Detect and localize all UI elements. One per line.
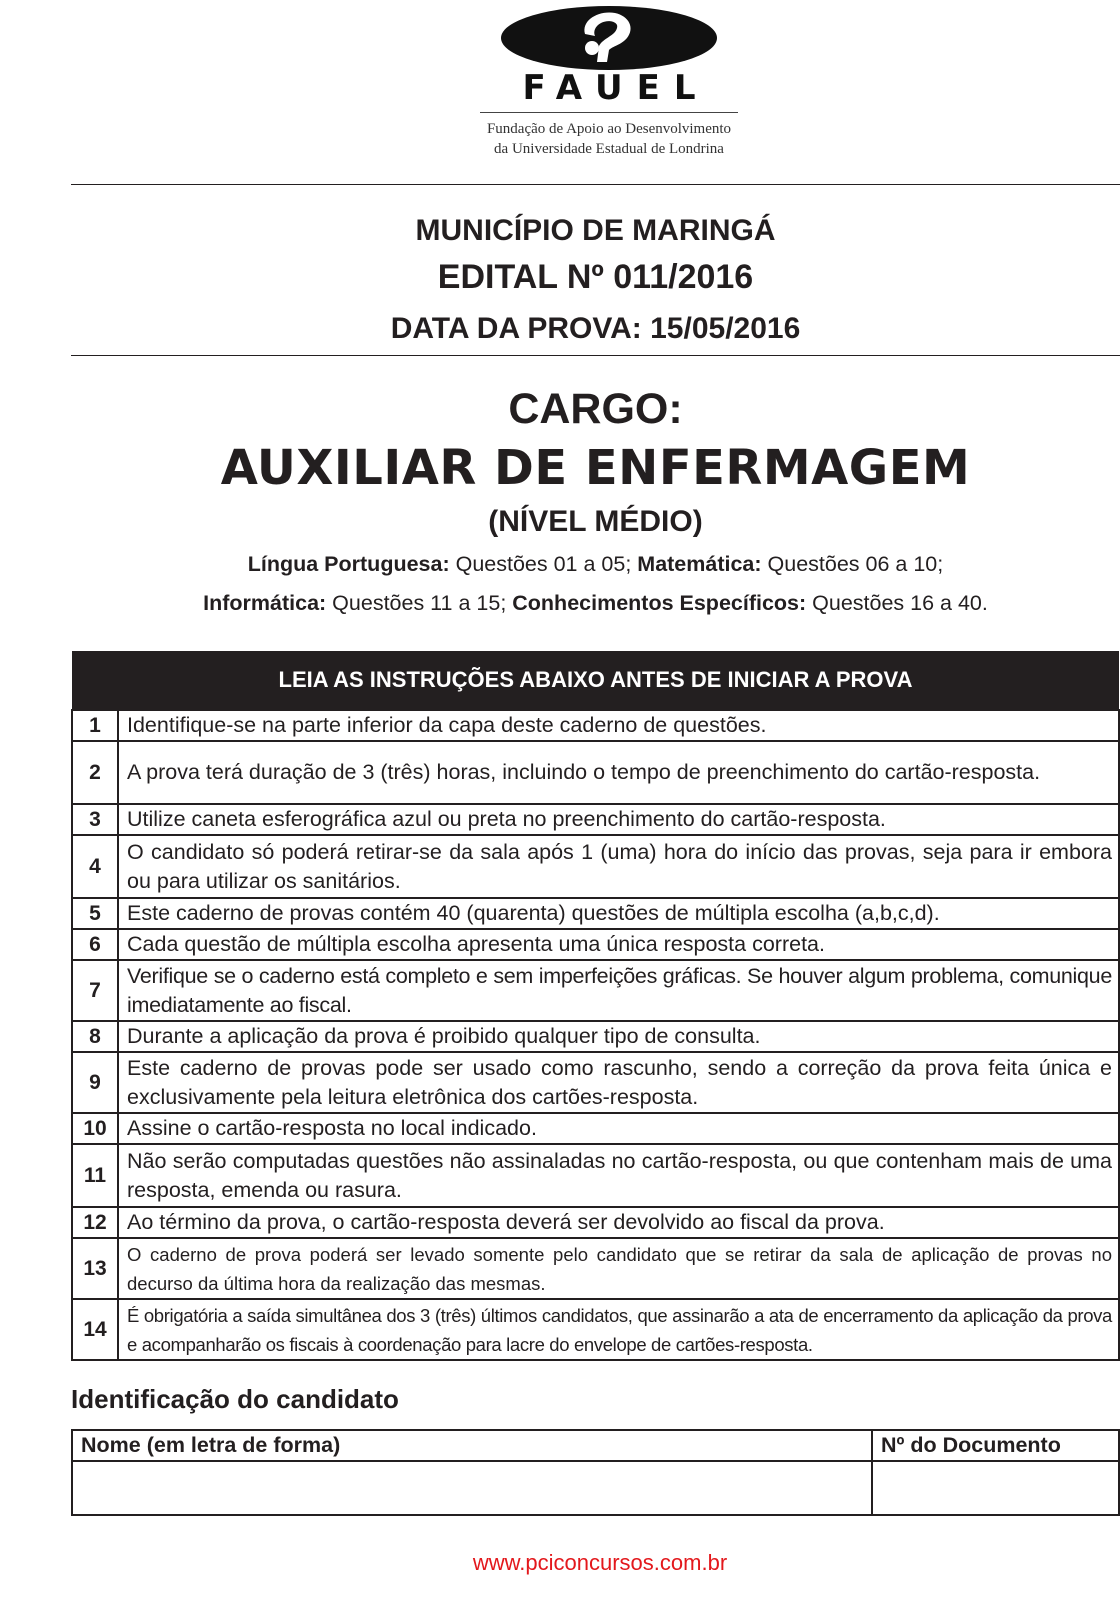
instruction-text: Verifique se o caderno está completo e sem imperfeições gráficas. Se houver algum problema, comunique imediatamente ao fiscal. (118, 960, 1119, 1021)
municipio-title: MUNICÍPIO DE MARINGÁ (415, 214, 776, 247)
logo-divider (480, 112, 738, 113)
subject-label: Conhecimentos Específicos: (512, 591, 807, 615)
table-row (72, 960, 1119, 1021)
instruction-number: 5 (72, 898, 118, 929)
table-row (72, 1021, 1119, 1052)
instruction-number: 8 (72, 1021, 118, 1052)
instructions-header: LEIA AS INSTRUÇÕES ABAIXO ANTES DE INICIAR A PROVA (72, 651, 1119, 710)
table-row (72, 741, 1119, 804)
instruction-text: Cada questão de múltipla escolha apresenta uma única resposta correta. (118, 929, 1119, 960)
instruction-number: 7 (72, 960, 118, 1021)
table-row (72, 929, 1119, 960)
instruction-text: A prova terá duração de 3 (três) horas, incluindo o tempo de preenchimento do cartão-resposta. (118, 741, 1119, 804)
table-row (72, 1238, 1119, 1299)
subject-range: Questões 06 a 10; (761, 552, 944, 576)
instruction-number: 3 (72, 804, 118, 835)
instruction-number: 2 (72, 741, 118, 804)
table-row (72, 1207, 1119, 1238)
instruction-number: 14 (72, 1299, 118, 1360)
document-column-header: Nº do Documento (872, 1430, 1119, 1461)
instruction-number: 12 (72, 1207, 118, 1238)
instruction-number: 1 (72, 710, 118, 741)
instruction-number: 4 (72, 835, 118, 898)
subject-range: Questões 01 a 05; (449, 552, 638, 576)
instruction-number: 13 (72, 1238, 118, 1299)
table-row (72, 710, 1119, 741)
fauel-logo (470, 4, 748, 174)
table-row (72, 835, 1119, 898)
subject-label: Matemática: (637, 552, 762, 576)
logo-subtitle-1: Fundação de Apoio ao Desenvolvimento (486, 121, 732, 137)
subjects-distribution (71, 545, 1120, 623)
instruction-text: O candidato só poderá retirar-se da sala após 1 (uma) hora do início das provas, seja para ir embora ou para utilizar os sanitários. (118, 835, 1119, 898)
instruction-text: Identifique-se na parte inferior da capa deste caderno de questões. (118, 710, 1119, 741)
subject-range: Questões 11 a 15; (326, 591, 513, 615)
instruction-text: Não serão computadas questões não assinaladas no cartão-resposta, ou que contenham mais de uma resposta, emenda ou rasura. (118, 1144, 1119, 1207)
cargo-name: AUXILIAR DE ENFERMAGEM (220, 440, 971, 496)
subject-label: Informática: (203, 591, 327, 615)
instruction-text: Este caderno de provas contém 40 (quarenta) questões de múltipla escolha (a,b,c,d). (118, 898, 1119, 929)
instruction-text: Este caderno de provas pode ser usado como rascunho, sendo a correção da prova feita única e exclusivamente pela leitura eletrônica dos cartões-resposta. (118, 1052, 1119, 1113)
table-row (72, 1299, 1119, 1360)
instruction-text: Ao término da prova, o cartão-resposta deverá ser devolvido ao fiscal da prova. (118, 1207, 1119, 1238)
subject-label: Língua Portuguesa: (247, 552, 450, 576)
table-row (72, 1430, 1119, 1461)
logo-subtitle-2: da Universidade Estadual de Londrina (494, 141, 724, 157)
instruction-text: Utilize caneta esferográfica azul ou preta no preenchimento do cartão-resposta. (118, 804, 1119, 835)
exam-date: DATA DA PROVA: 15/05/2016 (390, 312, 801, 345)
divider-top (71, 184, 1120, 185)
document-field[interactable] (872, 1461, 1119, 1515)
instruction-number: 6 (72, 929, 118, 960)
instruction-text: Durante a aplicação da prova é proibido qualquer tipo de consulta. (118, 1021, 1119, 1052)
divider-middle (71, 355, 1120, 356)
subjects-line-1 (71, 545, 1120, 584)
cargo-label: CARGO: (508, 385, 683, 433)
fauel-emblem-icon (489, 4, 729, 72)
identification-title: Identificação do candidato (71, 1384, 399, 1414)
subject-range: Questões 16 a 40. (806, 591, 988, 615)
cargo-level: (NÍVEL MÉDIO) (488, 505, 703, 538)
instruction-text: Assine o cartão-resposta no local indicado. (118, 1113, 1119, 1144)
logo-brand: FAUEL (522, 68, 710, 108)
identification-table (71, 1429, 1120, 1516)
name-column-header: Nome (em letra de forma) (72, 1430, 872, 1461)
table-row (72, 1461, 1119, 1515)
footer-link[interactable]: www.pciconcursos.com.br (472, 1550, 728, 1575)
table-row (72, 1052, 1119, 1113)
instruction-number: 9 (72, 1052, 118, 1113)
table-row (72, 804, 1119, 835)
table-row (72, 1113, 1119, 1144)
edital-title: EDITAL Nº 011/2016 (437, 258, 754, 296)
table-row (72, 898, 1119, 929)
subjects-line-2 (71, 584, 1120, 623)
instruction-text: É obrigatória a saída simultânea dos 3 (três) últimos candidatos, que assinarão a ata de encerramento da aplicação da prova e acompanharão os fiscais à coordenação para lacre do envelope de cartões-resposta. (118, 1299, 1119, 1360)
instruction-number: 10 (72, 1113, 118, 1144)
instruction-text: O caderno de prova poderá ser levado somente pelo candidato que se retirar da sala de aplicação de provas no decurso da última hora da realização das mesmas. (118, 1238, 1119, 1299)
name-field[interactable] (72, 1461, 872, 1515)
table-row (72, 1144, 1119, 1207)
instruction-number: 11 (72, 1144, 118, 1207)
instructions-table (71, 651, 1120, 1361)
